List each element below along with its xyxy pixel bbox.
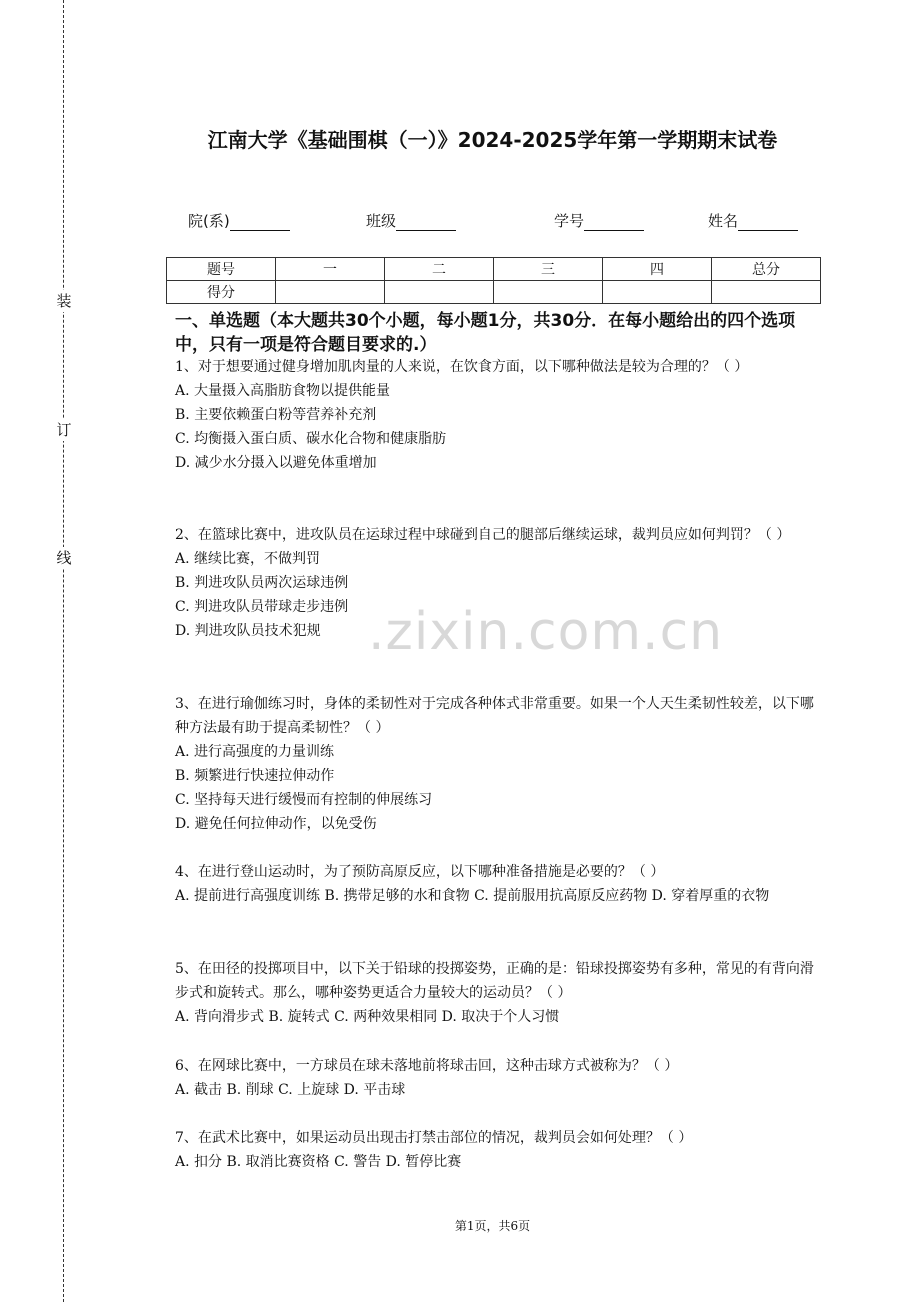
options-line: A. 扣分 B. 取消比赛资格 C. 警告 D. 暂停比赛 <box>175 1154 462 1170</box>
table-cell: 三 <box>494 258 603 281</box>
score-cell[interactable] <box>385 281 494 304</box>
class-blank[interactable] <box>396 214 456 231</box>
table-cell: 一 <box>276 258 385 281</box>
options-line: A. 截击 B. 削球 C. 上旋球 D. 平击球 <box>175 1082 406 1098</box>
watermark: .zixin.com.cn <box>368 602 724 662</box>
option-b: B. 主要依赖蛋白粉等营养补充剂 <box>175 407 377 423</box>
score-cell[interactable] <box>603 281 712 304</box>
option-a: A. 继续比赛，不做判罚 <box>175 551 321 567</box>
score-table-score-row <box>167 281 821 304</box>
question-stem: 2、在篮球比赛中，进攻队员在运球过程中球碰到自己的腿部后继续运球，裁判员应如何判罚？（ ） <box>175 527 791 543</box>
binding-char-xian: 线 <box>56 549 72 567</box>
binding-char-ding: 订 <box>56 421 72 439</box>
question-3 <box>175 692 820 836</box>
question-6 <box>175 1054 820 1102</box>
college-blank[interactable] <box>230 214 290 231</box>
option-a: A. 进行高强度的力量训练 <box>175 744 335 760</box>
option-c: C. 坚持每天进行缓慢而有控制的伸展练习 <box>175 792 433 808</box>
binding-dashed-line <box>63 0 64 1302</box>
name-label: 姓名 <box>708 212 739 230</box>
options-line: A. 提前进行高强度训练 B. 携带足够的水和食物 C. 提前服用抗高原反应药物 D. 穿着厚重的衣物 <box>175 888 770 904</box>
option-a: A. 大量摄入高脂肪食物以提供能量 <box>175 383 391 399</box>
question-1 <box>175 355 820 475</box>
question-stem: 1、对于想要通过健身增加肌肉量的人来说，在饮食方面，以下哪种做法是较为合理的？（ ） <box>175 359 749 375</box>
option-b: B. 频繁进行快速拉伸动作 <box>175 768 335 784</box>
question-stem: 3、在进行瑜伽练习时，身体的柔韧性对于完成各种体式非常重要。如果一个人天生柔韧性较差，以下哪种方法最有助于提高柔韧性？（ ） <box>175 696 814 736</box>
college-field[interactable] <box>188 210 290 231</box>
option-d: D. 减少水分摄入以避免体重增加 <box>175 455 377 471</box>
score-cell[interactable] <box>712 281 821 304</box>
question-7 <box>175 1126 820 1174</box>
table-cell: 题号 <box>167 258 276 281</box>
table-cell: 四 <box>603 258 712 281</box>
score-cell[interactable] <box>276 281 385 304</box>
exam-title: 江南大学《基础围棋（一）》2024-2025学年第一学期期末试卷 <box>207 128 778 152</box>
page-footer: 第1页，共6页 <box>454 1219 531 1233</box>
question-4 <box>175 860 820 908</box>
college-label: 院(系) <box>188 212 230 230</box>
question-stem: 7、在武术比赛中，如果运动员出现击打禁击部位的情况，裁判员会如何处理？（ ） <box>175 1130 693 1146</box>
class-field[interactable] <box>366 210 456 231</box>
table-cell: 二 <box>385 258 494 281</box>
student-id-label: 学号 <box>554 212 585 230</box>
name-field[interactable] <box>708 210 798 231</box>
question-stem: 4、在进行登山运动时，为了预防高原反应，以下哪种准备措施是必要的？（ ） <box>175 864 665 880</box>
table-cell: 总分 <box>712 258 821 281</box>
table-cell: 得分 <box>167 281 276 304</box>
class-label: 班级 <box>366 212 397 230</box>
question-5 <box>175 957 820 1029</box>
score-table-header-row <box>167 258 821 281</box>
student-info-row <box>0 210 920 232</box>
student-id-blank[interactable] <box>584 214 644 231</box>
option-c: C. 均衡摄入蛋白质、碳水化合物和健康脂肪 <box>175 431 447 447</box>
option-d: D. 判进攻队员技术犯规 <box>175 623 321 639</box>
question-stem: 6、在网球比赛中，一方球员在球未落地前将球击回，这种击球方式被称为？（ ） <box>175 1058 679 1074</box>
option-c: C. 判进攻队员带球走步违例 <box>175 599 349 615</box>
student-id-field[interactable] <box>554 210 644 231</box>
options-line: A. 背向滑步式 B. 旋转式 C. 两种效果相同 D. 取决于个人习惯 <box>175 1009 560 1025</box>
option-b: B. 判进攻队员两次运球违例 <box>175 575 349 591</box>
question-stem: 5、在田径的投掷项目中，以下关于铅球的投掷姿势，正确的是：铅球投掷姿势有多种，常见的有背向滑步式和旋转式。那么，哪种姿势更适合力量较大的运动员？（ ） <box>175 961 814 1001</box>
name-blank[interactable] <box>738 214 798 231</box>
score-cell[interactable] <box>494 281 603 304</box>
option-d: D. 避免任何拉伸动作，以免受伤 <box>175 816 377 832</box>
section-heading: 一、单选题（本大题共30个小题，每小题1分，共30分．在每小题给出的四个选项中，只有一项是符合题目要求的.） <box>175 311 796 355</box>
binding-char-zhuang: 装 <box>56 292 72 310</box>
score-table <box>166 257 821 304</box>
